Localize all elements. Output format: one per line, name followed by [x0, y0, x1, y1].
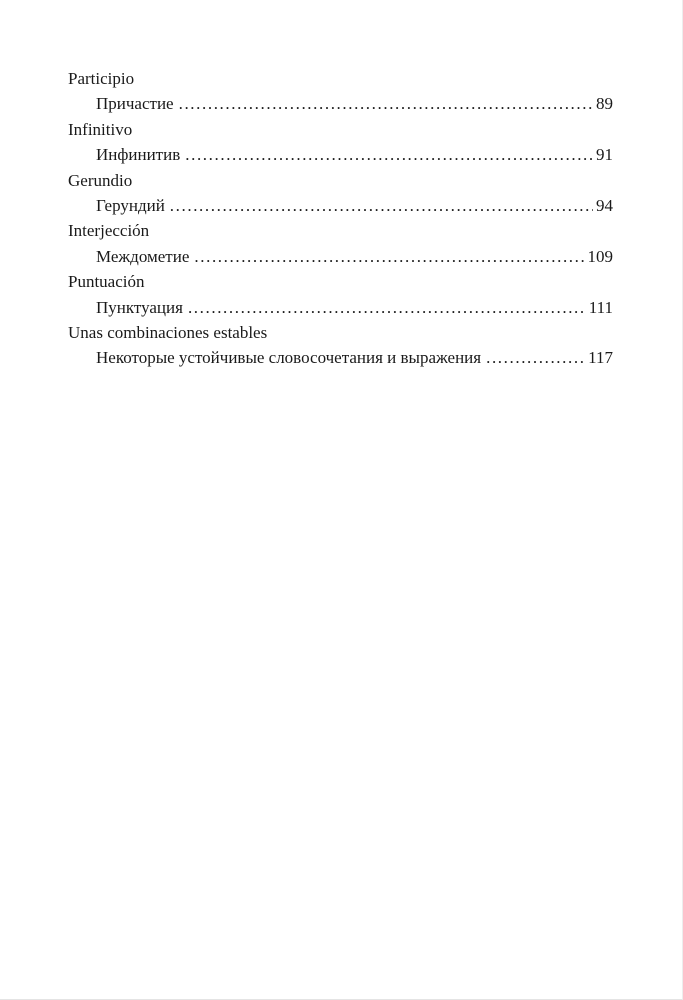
- toc-translation: Пунктуация: [96, 297, 183, 317]
- toc-term: Interjección: [68, 221, 150, 241]
- dot-leader: [185, 142, 593, 167]
- toc-entry: [68, 218, 613, 269]
- toc-translation: Междометие: [96, 246, 190, 266]
- toc-term: Gerundio: [68, 170, 133, 190]
- toc-list: [68, 66, 613, 371]
- toc-subentry-row: [68, 91, 613, 116]
- toc-subentry-row: [68, 142, 613, 167]
- toc-translation: Герундий: [96, 196, 165, 216]
- toc-entry: [68, 168, 613, 219]
- toc-translation: Некоторые устойчивые словосочетания и выражения: [96, 348, 482, 368]
- dot-leader: [486, 345, 585, 370]
- toc-page-number: 94: [596, 196, 613, 216]
- toc-term: Puntuación: [68, 272, 145, 292]
- toc-term: Participio: [68, 69, 135, 88]
- toc-term: Unas combinaciones estables: [68, 323, 268, 343]
- dot-leader: [188, 295, 586, 320]
- toc-entry: [68, 117, 613, 168]
- dot-leader: [170, 193, 593, 218]
- toc-entry: [68, 66, 613, 117]
- toc-page-number: 109: [587, 246, 613, 266]
- toc-subentry-row: [68, 295, 613, 320]
- toc-term: Infinitivo: [68, 119, 133, 139]
- dot-leader: [194, 244, 584, 269]
- toc-entry: [68, 269, 613, 320]
- toc-page-number: 89: [596, 94, 613, 114]
- dot-leader: [179, 91, 593, 116]
- toc-entry: [68, 320, 613, 371]
- toc-translation: Причастие: [96, 94, 174, 114]
- toc-translation: Инфинитив: [96, 145, 181, 165]
- toc-subentry-row: [68, 244, 613, 269]
- toc-subentry-row: [68, 345, 613, 370]
- toc-subentry-row: [68, 193, 613, 218]
- toc-page-number: 111: [588, 297, 613, 317]
- toc-page-number: 91: [596, 145, 613, 165]
- toc-page-number: 117: [588, 348, 613, 368]
